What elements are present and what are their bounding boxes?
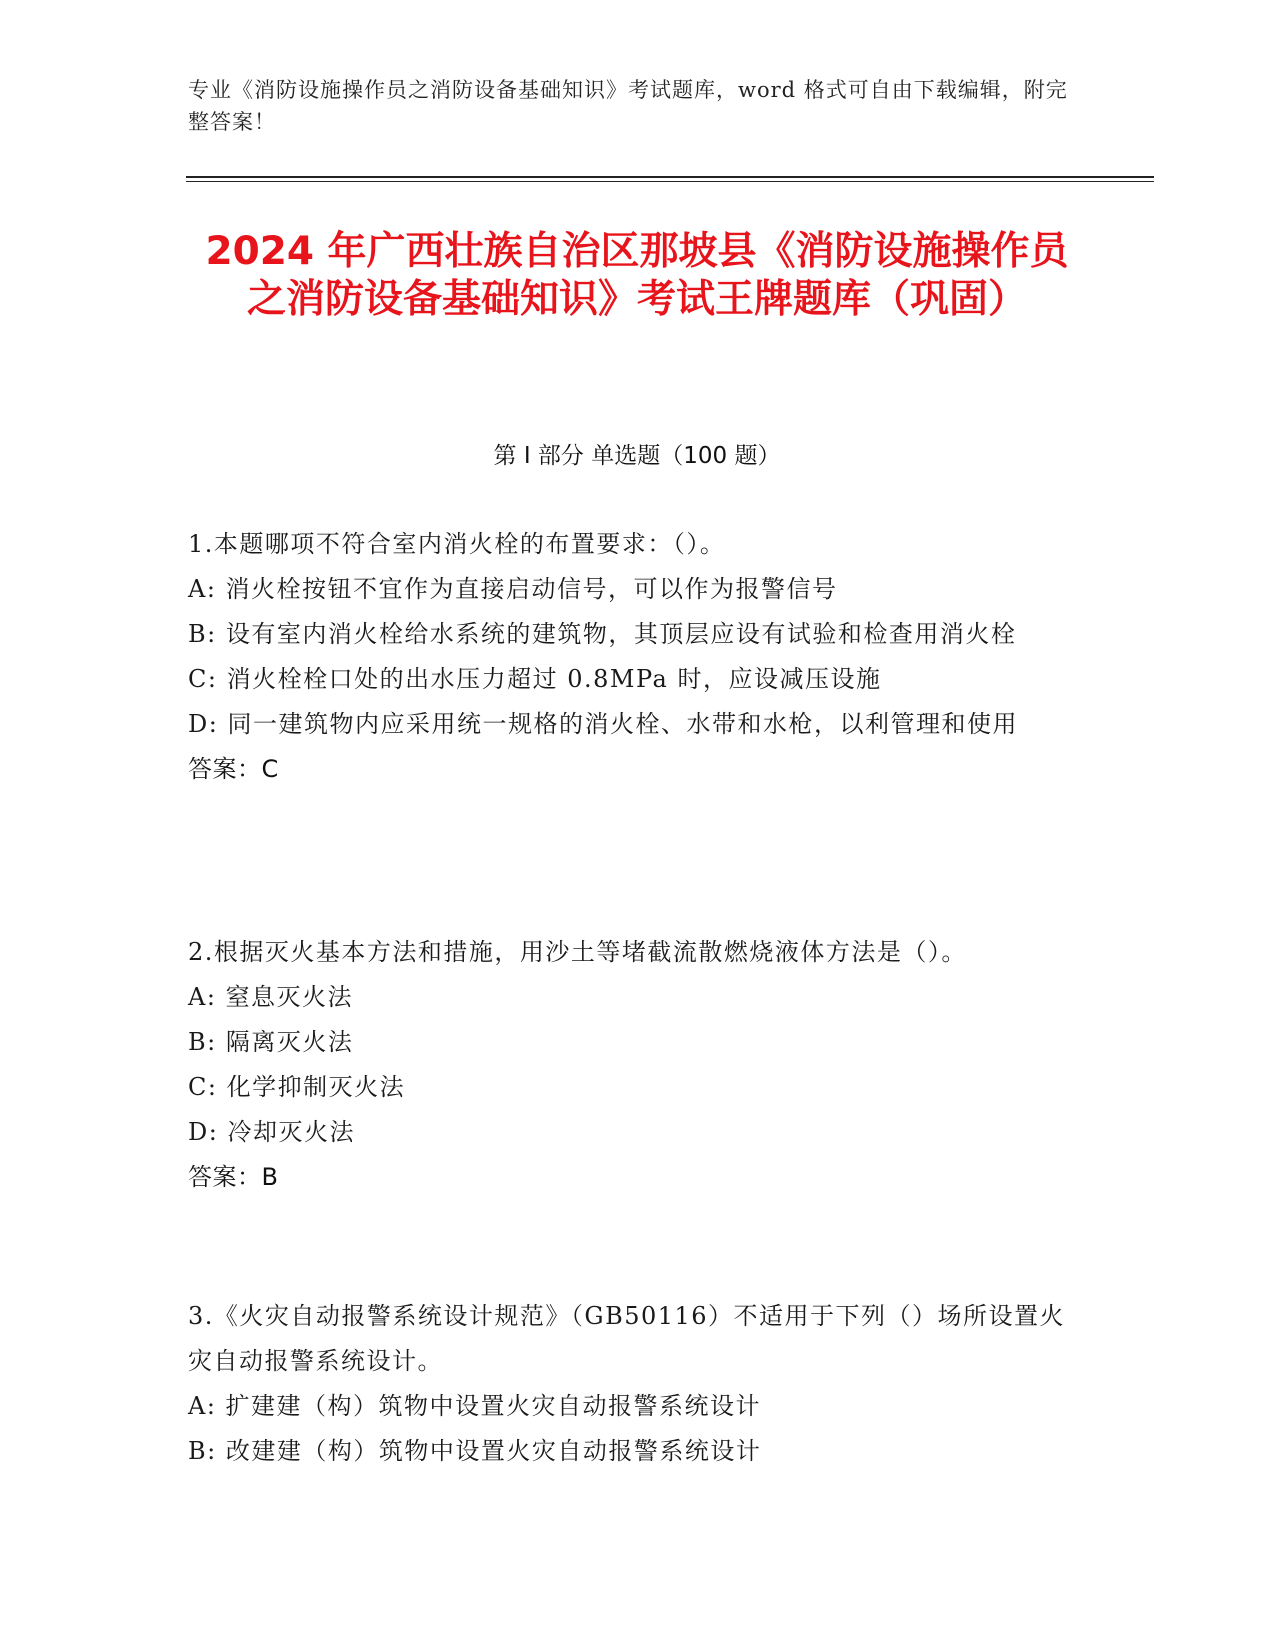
option-a: A: 消火栓按钮不宜作为直接启动信号，可以作为报警信号 [188,575,838,603]
option-b: B: 设有室内消火栓给水系统的建筑物，其顶层应设有试验和检查用消火栓 [188,620,1017,648]
option-a: A: 窒息灭火法 [188,983,354,1011]
question-stem: 3.《火灾自动报警系统设计规范》（GB50116）不适用于下列（）场所设置火灾自动报警系统设计。 [188,1302,1066,1375]
question-1 [188,522,1068,792]
header-note: 专业《消防设施操作员之消防设备基础知识》考试题库，word 格式可自由下载编辑，附完整答案！ [188,78,1068,134]
option-d: D: 同一建筑物内应采用统一规格的消火栓、水带和水枪，以利管理和使用 [188,710,1018,738]
document-title: 2024 年广西壮族自治区那坡县《消防设施操作员之消防设备基础知识》考试王牌题库（巩固） [205,229,1069,322]
option-b: B: 隔离灭火法 [188,1028,354,1056]
question-3 [188,1294,1068,1474]
header-divider-thick [186,176,1154,178]
option-a: A: 扩建建（构）筑物中设置火灾自动报警系统设计 [188,1392,762,1420]
option-d: D: 冷却灭火法 [188,1118,355,1146]
option-c: C: 消火栓栓口处的出水压力超过 0.8MPa 时，应设减压设施 [188,665,882,693]
option-b: B: 改建建（构）筑物中设置火灾自动报警系统设计 [188,1437,762,1465]
answer: 答案：C [188,755,279,783]
question-stem: 2.根据灭火基本方法和措施，用沙土等堵截流散燃烧液体方法是（）。 [188,938,967,966]
question-stem: 1.本题哪项不符合室内消火栓的布置要求：（）。 [188,530,726,558]
header-divider-thin [186,181,1154,182]
question-2 [188,930,1068,1200]
option-c: C: 化学抑制灭火法 [188,1073,406,1101]
answer: 答案：B [188,1163,279,1191]
section-heading: 第 I 部分 单选题（100 题） [493,443,781,469]
